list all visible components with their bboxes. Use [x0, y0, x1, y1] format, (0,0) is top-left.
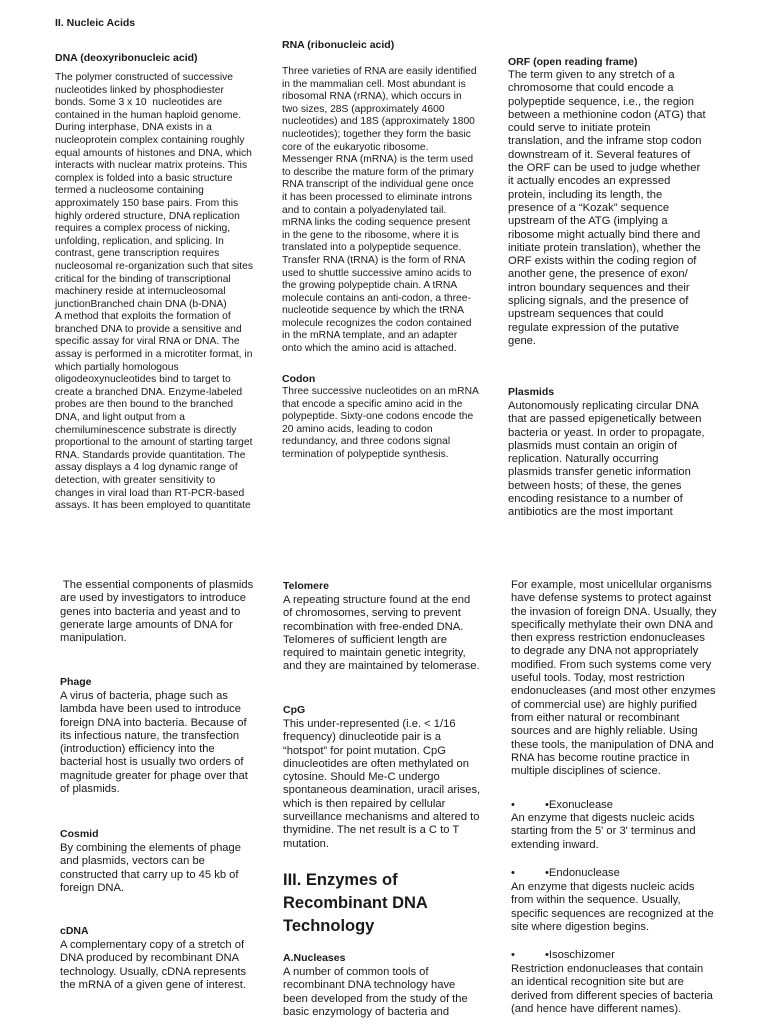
text-line: been developed from the study of the — [283, 992, 468, 1005]
text-line: DNA, and light output from a — [55, 412, 185, 424]
text-line: intron boundary sequences and their — [508, 281, 690, 294]
text-line: A virus of bacteria, phage such as — [60, 690, 228, 702]
text-line: useful tools. Today, most restriction — [511, 672, 685, 685]
text-line: could serve to initiate protein — [508, 122, 651, 135]
cosmid-heading: Cosmid — [60, 828, 99, 840]
text-line: upstream of the ATG (implying a — [508, 215, 668, 228]
text-line: detection, with greater sensitivity to — [55, 475, 216, 486]
text-line: chemiluminescence substrate is directly — [55, 424, 237, 436]
text-line: termed a nucleosome containing — [55, 185, 204, 197]
text-line: the invasion of foreign DNA. Usually, they — [511, 605, 717, 618]
text-line: molecule recognizes the codon contained — [282, 317, 472, 329]
text-line: unfolding, replication, and splicing. In — [55, 235, 224, 247]
text-line: During interphase, DNA exists in a — [55, 122, 212, 134]
exonuclease-body — [511, 812, 741, 852]
text-line: required to maintain genetic integrity, — [283, 647, 466, 660]
text-line: between hosts; of these, the genes — [508, 479, 682, 492]
text-line: DNA produced by recombinant DNA — [60, 952, 240, 965]
text-line: used to shuttle successive amino acids to — [282, 267, 472, 279]
text-line: derived from different species of bacteria — [511, 989, 713, 1002]
cosmid-body — [60, 842, 280, 895]
text-line: these tools, the manipulation of DNA and — [511, 738, 714, 751]
text-line: translated into a polypeptide sequence. — [282, 242, 462, 254]
bullet-icon: • — [511, 799, 515, 811]
bullet-icon: • — [511, 949, 515, 961]
text-line: This under-represented (i.e. < 1/16 — [283, 718, 456, 730]
enzymes-section-title — [283, 869, 503, 938]
text-line: another gene, the presence of exon/ — [508, 268, 688, 281]
exonuclease-term — [511, 799, 613, 812]
cdna-heading: cDNA — [60, 925, 89, 937]
text-line: RNA has become routine practice in — [511, 751, 690, 764]
text-line: surveillance mechanisms and altered to — [283, 811, 480, 824]
text-line: mRNA links the coding sequence present — [282, 217, 471, 229]
text-line: The polymer constructed of successive — [55, 72, 233, 83]
text-line: of commercial use) are highly purified — [511, 698, 697, 711]
text-line: recombinant DNA technology have — [283, 979, 456, 992]
text-line: to describe the mature form of the primary — [282, 166, 474, 178]
text-line: Three varieties of RNA are easily identified — [282, 66, 477, 77]
text-line: nucleosomal re-organization such that sites — [55, 260, 254, 272]
text-line: dinucleotides are often methylated on — [283, 757, 469, 770]
text-line: gene. — [508, 334, 536, 347]
text-line: from either natural or recombinant — [511, 711, 680, 724]
text-line: termination of polypeptide synthesis. — [282, 448, 449, 460]
text-line: of plasmids. — [60, 783, 120, 796]
text-line: approximately 150 base pairs. From this — [55, 197, 239, 209]
text-line: bacterial host is usually two orders of — [60, 756, 244, 769]
phage-heading: Phage — [60, 676, 92, 688]
text-line: (introduction) efficiency into the — [60, 743, 215, 756]
endonuclease-label: •Endonuclease — [545, 867, 620, 879]
text-line: ribosomal RNA (rRNA), which occurs in — [282, 91, 462, 103]
text-line: starting from the 5' or 3' terminus and — [511, 825, 696, 838]
text-line: in the gene to the ribosome, where it is — [282, 229, 459, 241]
text-line: For example, most unicellular organisms — [511, 579, 712, 591]
text-line: the ORF can be used to judge whether — [508, 162, 701, 175]
text-line: 20 amino acids, leading to codon — [282, 423, 433, 435]
text-line: technology. Usually, cDNA represents — [60, 965, 247, 978]
phage-body — [60, 690, 280, 796]
text-line: critical for the binding of transcriptional — [55, 273, 231, 285]
text-line: complex is folded into a basic structure — [55, 172, 233, 184]
text-line: (and hence have different names). — [511, 1002, 682, 1015]
cpg-heading: CpG — [283, 704, 306, 716]
text-line: machinery reside at internucleosomal — [55, 286, 226, 298]
text-line: replication. Naturally occurring — [508, 453, 659, 466]
text-line: core of the eukaryotic ribosome. — [282, 141, 429, 153]
text-line: A repeating structure found at the end — [283, 594, 471, 606]
endonuclease-term — [511, 867, 620, 880]
orf-body — [508, 69, 733, 348]
text-line: Transfer RNA (tRNA) is the form of RNA — [282, 254, 466, 266]
text-line: to degrade any DNA not appropriately — [511, 645, 699, 658]
text-line: two sizes, 28S (approximately 4600 — [282, 103, 445, 115]
text-line: lambda have been used to introduce — [60, 703, 241, 716]
text-line: interacts with nuclear matrix proteins. This — [55, 160, 248, 172]
cdna-body — [60, 939, 280, 992]
text-line: A method that exploits the formation of — [55, 311, 231, 323]
plasmids-body — [508, 400, 733, 520]
text-line: An enzyme that digests nucleic acids — [511, 812, 695, 824]
bullet-icon: • — [511, 867, 515, 879]
text-line: the mRNA of a given gene of interest. — [60, 978, 246, 991]
text-line: splicing signals, and the presence of — [508, 295, 689, 308]
rna-body — [282, 66, 502, 356]
isoschizomer-body — [511, 963, 741, 1016]
text-line: downstream of it. Several features of — [508, 148, 691, 161]
text-line: create a branched DNA. Enzyme-labeled — [55, 386, 243, 398]
text-line: and to contain a polyadenylated tail. — [282, 204, 447, 216]
text-line: antibiotics are the most important — [508, 506, 673, 519]
text-line: foreign DNA into bacteria. Because of — [60, 716, 247, 729]
text-line: assays. It has been employed to quantitate — [55, 500, 251, 512]
text-line: multiple disciplines of science. — [511, 765, 661, 778]
text-line: and plasmids, vectors can be — [60, 855, 205, 868]
text-line: redundancy, and three codons signal — [282, 436, 451, 448]
text-line: manipulation. — [60, 632, 127, 645]
text-line: regulate expression of the putative — [508, 321, 680, 334]
text-line: site where digestion begins. — [511, 920, 650, 933]
text-line: encoding resistance to a number of — [508, 493, 683, 506]
text-line: A number of common tools of — [283, 966, 429, 978]
text-line: it has been processed to eliminate introns — [282, 191, 473, 203]
dna-body — [55, 72, 275, 513]
text-line: assay is performed in a microtiter format, in — [55, 349, 253, 361]
isoschizomer-term — [511, 949, 615, 962]
text-line: then express restriction endonucleases — [511, 632, 706, 645]
text-line: specifically methylate their own DNA and — [511, 618, 714, 631]
rna-heading: RNA (ribonucleic acid) — [282, 39, 395, 51]
cpg-body — [283, 718, 508, 851]
text-line: equal amounts of histones and DNA, which — [55, 147, 252, 159]
text-line: presence of a “Kozak” sequence — [508, 201, 670, 214]
text-line: extending inward. — [511, 838, 599, 851]
text-line: bacteria or yeast. In order to propagate, — [508, 426, 705, 439]
codon-body — [282, 386, 502, 462]
text-line: The term given to any stretch of a — [508, 69, 675, 81]
plasmids-heading: Plasmids — [508, 386, 555, 398]
text-line: An enzyme that digests nucleic acids — [511, 881, 695, 893]
text-line: polypeptide. Sixty-one codons encode the — [282, 411, 474, 423]
text-line: probes are then bound to the branched — [55, 399, 234, 411]
example-body — [511, 579, 741, 778]
dna-heading: DNA (deoxyribonucleic acid) — [55, 52, 198, 64]
text-line: modified. From such systems come very — [511, 658, 712, 671]
text-line: A complementary copy of a stretch of — [60, 939, 245, 951]
text-line: nucleoprotein complex containing roughly — [55, 134, 245, 146]
text-line: Three successive nucleotides on an mRNA — [282, 386, 479, 397]
isoschizomer-label: •Isoschizomer — [545, 949, 615, 961]
text-line: foreign DNA. — [60, 881, 125, 894]
text-line: “hotspot” for point mutation. CpG — [283, 744, 446, 757]
text-line: constructed that carry up to 45 kb of — [60, 868, 239, 881]
text-line: changes in viral load than RT-PCR-based — [55, 487, 245, 499]
text-line: contrast, gene transcription requires — [55, 248, 220, 260]
text-line: and they are maintained by telomerase. — [283, 660, 480, 673]
nucleases-heading: A.Nucleases — [283, 952, 346, 964]
text-line: nucleotides) and 18S (approximately 1800 — [282, 116, 475, 128]
text-line: generate large amounts of DNA for — [60, 618, 233, 631]
text-line: recombination with free-ended DNA. — [283, 620, 464, 633]
text-line: specific assay for viral RNA or DNA. The — [55, 336, 240, 348]
text-line: of chromosomes, serving to prevent — [283, 607, 461, 620]
telomere-heading: Telomere — [283, 580, 329, 592]
text-line: cytosine. Should Me-C undergo — [283, 771, 440, 784]
text-line: polypeptide sequence, i.e., the region — [508, 95, 694, 108]
text-line: Recombinant DNA — [283, 894, 428, 912]
text-line: which partially homologous — [55, 361, 179, 373]
text-line: in the mRNA template, and an adapter — [282, 330, 458, 342]
text-line: III. Enzymes of — [283, 871, 398, 889]
text-line: Restriction endonucleases that contain — [511, 963, 704, 975]
text-line: its infectious nature, the transfection — [60, 729, 240, 742]
text-line: The essential components of plasmids — [60, 579, 254, 591]
text-line: thymidine. The net result is a C to T — [283, 824, 460, 837]
text-line: translation, and the inframe stop codon — [508, 135, 702, 148]
text-line: have defense systems to protect against — [511, 592, 712, 605]
codon-heading: Codon — [282, 373, 316, 385]
telomere-body — [283, 594, 508, 674]
text-line: basic enzymology of bacteria and — [283, 1005, 450, 1018]
orf-heading: ORF (open reading frame) — [508, 56, 638, 68]
text-line: junctionBranched chain DNA (b-DNA) — [55, 298, 227, 310]
text-line: chromosome that could encode a — [508, 82, 674, 95]
text-line: requires a complex process of nicking, — [55, 223, 231, 235]
endonuclease-body — [511, 881, 741, 934]
text-line: specific sequences are recognized at the — [511, 907, 714, 920]
text-line: plasmids transfer genetic information — [508, 466, 691, 479]
text-line: that encode a specific amino acid in the — [282, 398, 463, 410]
text-line: protein, including its length, the — [508, 188, 663, 201]
text-line: assay displays a 4 log dynamic range of — [55, 462, 238, 474]
text-line: Technology — [283, 917, 375, 935]
text-line: bonds. Some 3 x 10 nucleotides are — [55, 97, 223, 109]
text-line: highly ordered structure, DNA replication — [55, 210, 240, 222]
text-line: in the mammalian cell. Most abundant is — [282, 78, 466, 90]
text-line: upstream sequences that could — [508, 308, 664, 321]
text-line: frequency) dinucleotide pair is a — [283, 731, 441, 744]
text-line: ORF exists within the coding region of — [508, 255, 697, 268]
plasmids-continued-body — [60, 579, 280, 645]
text-line: mutation. — [283, 837, 330, 850]
text-line: sources and are highly reliable. Using — [511, 725, 698, 738]
text-line: it actually encodes an expressed — [508, 175, 671, 188]
section-title: II. Nucleic Acids — [55, 17, 136, 29]
text-line: proportional to the amount of starting target — [55, 437, 253, 449]
text-line: the growing polypeptide chain. A tRNA — [282, 280, 458, 292]
text-line: Messenger RNA (mRNA) is the term used — [282, 154, 474, 166]
text-line: an identical recognition site but are — [511, 976, 684, 989]
text-line: endonucleases (and most other enzymes — [511, 685, 716, 698]
text-line: molecule contains an anti-codon, a three- — [282, 292, 471, 304]
text-line: Autonomously replicating circular DNA — [508, 400, 699, 412]
text-line: plasmids must contain an origin of — [508, 439, 678, 452]
text-line: nucleotides linked by phosphodiester — [55, 84, 224, 96]
text-line: nucleotides); together they form the basic — [282, 128, 471, 140]
text-line: RNA transcript of the individual gene once — [282, 179, 474, 191]
exonuclease-label: •Exonuclease — [545, 799, 613, 811]
text-line: RNA. Standards provide quantitation. The — [55, 449, 246, 461]
text-line: onto which the amino acid is attached. — [282, 343, 457, 355]
text-line: between a methionine codon (ATG) that — [508, 108, 706, 121]
text-line: initiate protein translation), whether the — [508, 241, 701, 254]
text-line: ribosome might actually bind there and — [508, 228, 701, 241]
text-line: oligodeoxynucleotides bind to target to — [55, 374, 231, 386]
text-line: genes into bacteria and yeast and to — [60, 605, 241, 618]
text-line: nucleotide sequence by which the tRNA — [282, 305, 465, 317]
text-line: which is then repaired by cellular — [283, 797, 446, 810]
text-line: are used by investigators to introduce — [60, 592, 246, 605]
text-line: magnitude greater for phage over that — [60, 769, 248, 782]
text-line: By combining the elements of phage — [60, 842, 241, 854]
text-line: spontaneous deamination, uracil arises, — [283, 784, 481, 797]
nucleases-body — [283, 966, 508, 1019]
text-line: from within the sequence. Usually, — [511, 894, 681, 907]
text-line: contained in the human haploid genome. — [55, 109, 242, 121]
text-line: branched DNA to provide a sensitive and — [55, 323, 242, 335]
text-line: Telomeres of sufficient length are — [283, 633, 447, 646]
text-line: that are passed epigenetically between — [508, 413, 702, 426]
